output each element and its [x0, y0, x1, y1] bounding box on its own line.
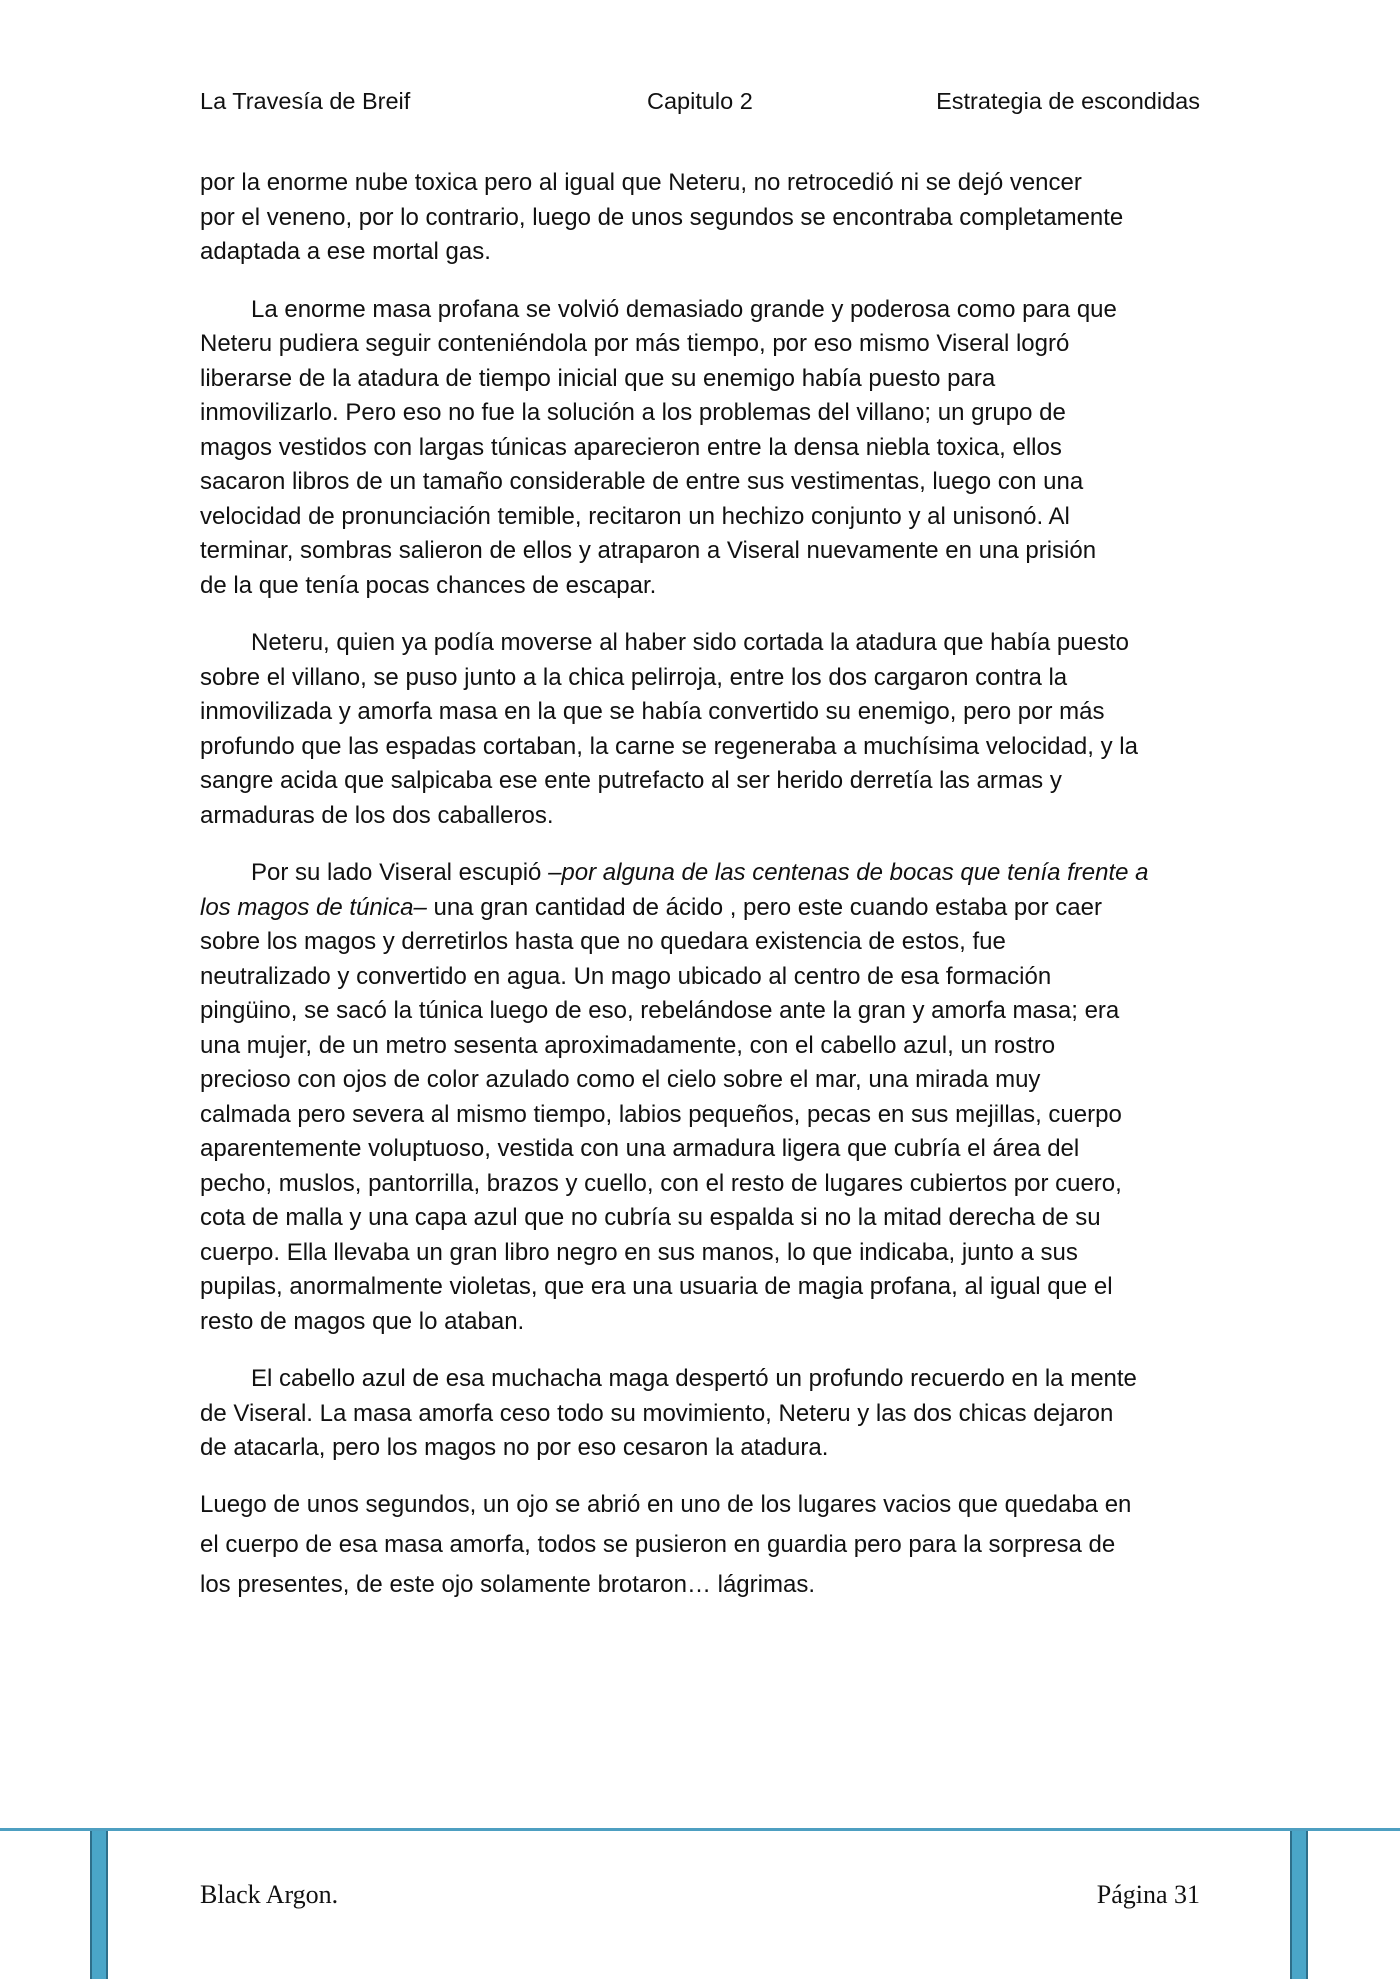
paragraph	[200, 856, 1200, 1339]
text-line: pecho, muslos, pantorrilla, brazos y cuello, con el resto de lugares cubiertos por cuero,	[200, 1169, 1122, 1197]
footer-author: Black Argon.	[200, 1880, 339, 1909]
text-line	[200, 856, 1200, 891]
text-line: precioso con ojos de color azulado como el cielo sobre el mar, una mirada muy	[200, 1066, 1041, 1093]
footer-divider	[0, 1828, 1400, 1831]
paragraph	[200, 1485, 1200, 1605]
text-line: de la que tenía pocas chances de escapar.	[200, 571, 657, 599]
text-line: Neteru pudiera seguir conteniéndola por más tiempo, por eso mismo Viseral logró	[200, 330, 1070, 357]
text-line: sangre acida que salpicaba ese ente putrefacto al ser herido derretía las armas y	[200, 767, 1062, 794]
text-line: Neteru, quien ya podía moverse al haber sido cortada la atadura que había puesto	[251, 629, 1129, 656]
text-line: sobre el villano, se puso junto a la chica pelirroja, entre los dos cargaron contra la	[200, 663, 1068, 691]
text-line: liberarse de la atadura de tiempo inicial que su enemigo había puesto para	[200, 364, 996, 392]
footer-accent-bar-right	[1290, 1831, 1308, 1979]
text-line	[200, 891, 1200, 926]
text-line: inmovilizada y amorfa masa en la que se había convertido su enemigo, pero por más	[200, 698, 1105, 725]
text-line: de Viseral. La masa amorfa ceso todo su movimiento, Neteru y las dos chicas dejaron	[200, 1399, 1114, 1427]
text-line: por el veneno, por lo contrario, luego de unos segundos se encontraba completamente	[200, 203, 1124, 231]
text-line: cuerpo. Ella llevaba un gran libro negro en sus manos, lo que indicaba, junto a sus	[200, 1238, 1078, 1266]
text-line: aparentemente voluptuoso, vestida con una armadura ligera que cubría el área del	[200, 1135, 1080, 1162]
text-line: cota de malla y una capa azul que no cubría su espalda si no la mitad derecha de su	[200, 1204, 1101, 1231]
text-line: Luego de unos segundos, un ojo se abrió en uno de los lugares vacios que quedaba en	[200, 1490, 1132, 1518]
text-line: calmada pero severa al mismo tiempo, labios pequeños, pecas en sus mejillas, cuerpo	[200, 1100, 1122, 1128]
text-line: el cuerpo de esa masa amorfa, todos se pusieron en guardia pero para la sorpresa de	[200, 1530, 1116, 1558]
text-line: velocidad de pronunciación temible, recitaron un hechizo conjunto y al unisonó. Al	[200, 502, 1070, 530]
header-book-title: La Travesía de Breif	[200, 88, 411, 114]
text-run: una gran cantidad de ácido , pero este cuando estaba por caer	[426, 893, 1102, 921]
text-line: de atacarla, pero los magos no por eso cesaron la atadura.	[200, 1434, 829, 1461]
text-line: resto de magos que lo ataban.	[200, 1307, 525, 1335]
paragraph	[200, 626, 1200, 833]
text-line: los presentes, de este ojo solamente brotaron… lágrimas.	[200, 1570, 815, 1598]
italic-aside: los magos de túnica–	[200, 893, 427, 921]
text-line: sobre los magos y derretirlos hasta que no quedara existencia de estos, fue	[200, 928, 1006, 955]
header-chapter: Capitulo 2	[647, 88, 753, 114]
header-section-title: Estrategia de escondidas	[936, 88, 1200, 114]
footer-page-number: Página 31	[1096, 1880, 1200, 1909]
text-line: La enorme masa profana se volvió demasiado grande y poderosa como para que	[251, 295, 1117, 323]
page-footer	[0, 1828, 1400, 1979]
text-line: por la enorme nube toxica pero al igual que Neteru, no retrocedió ni se dejó vencer	[200, 169, 1082, 196]
body-text	[200, 166, 1200, 1628]
text-line: El cabello azul de esa muchacha maga despertó un profundo recuerdo en la mente	[251, 1365, 1137, 1392]
footer-accent-bar-left	[90, 1831, 108, 1979]
text-line: neutralizado y convertido en agua. Un mago ubicado al centro de esa formación	[200, 962, 1052, 990]
paragraph	[200, 293, 1200, 604]
paragraph	[200, 166, 1200, 270]
page-header	[200, 84, 1200, 118]
text-line: pupilas, anormalmente violetas, que era una usuaria de magia profana, al igual que el	[200, 1273, 1113, 1300]
text-line: profundo que las espadas cortaban, la carne se regeneraba a muchísima velocidad, y la	[200, 732, 1138, 760]
text-line: sacaron libros de un tamaño considerable de entre sus vestimentas, luego con una	[200, 468, 1084, 495]
text-run: Por su lado Viseral escupió	[251, 859, 549, 886]
text-line: adaptada a ese mortal gas.	[200, 238, 491, 265]
text-line: armaduras de los dos caballeros.	[200, 801, 554, 829]
text-line: terminar, sombras salieron de ellos y atraparon a Viseral nuevamente en una prisión	[200, 537, 1097, 564]
paragraph	[200, 1362, 1200, 1466]
text-line: pingüino, se sacó la túnica luego de eso, rebelándose ante la gran y amorfa masa; era	[200, 997, 1120, 1024]
text-line: inmovilizarlo. Pero eso no fue la solución a los problemas del villano; un grupo de	[200, 399, 1066, 426]
text-line: magos vestidos con largas túnicas aparecieron entre la densa niebla toxica, ellos	[200, 433, 1062, 461]
text-line: una mujer, de un metro sesenta aproximadamente, con el cabello azul, un rostro	[200, 1031, 1056, 1059]
italic-aside: –por alguna de las centenas de bocas que tenía frente a	[548, 859, 1149, 886]
